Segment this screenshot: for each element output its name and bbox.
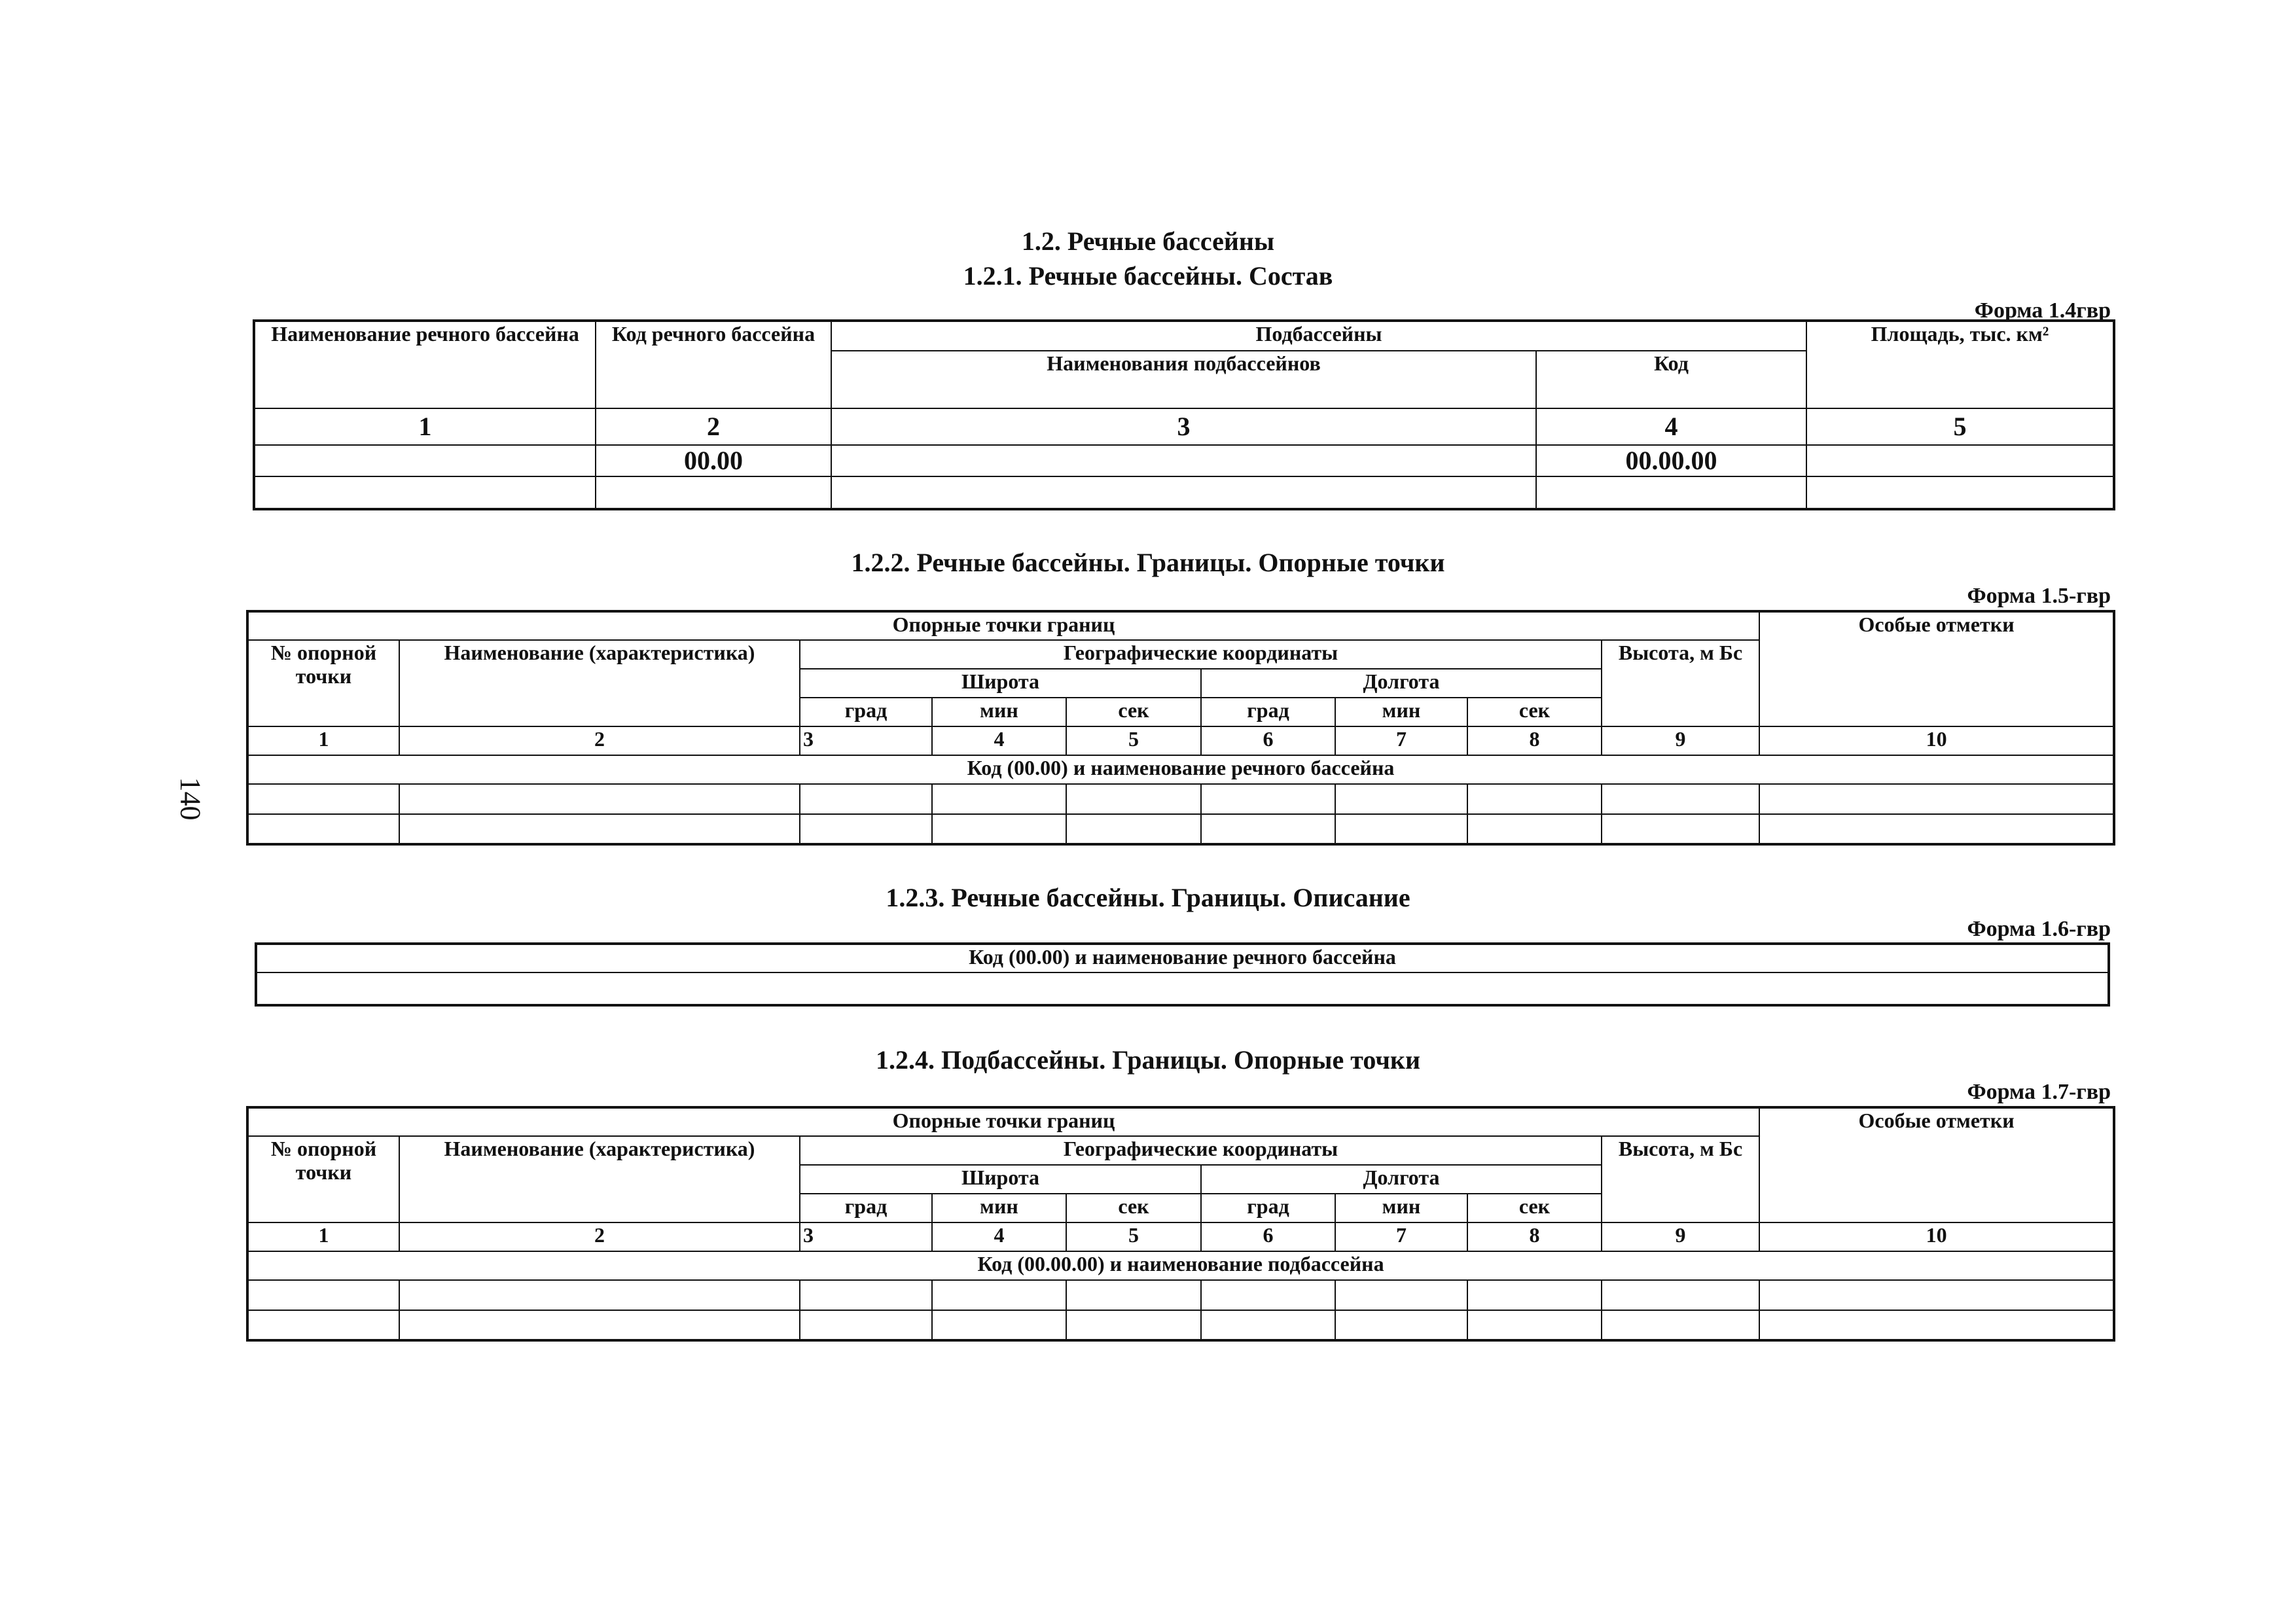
cell-empty (1335, 1280, 1467, 1310)
group-row-basin: Код (00.00) и наименование речного бассейна (247, 755, 2114, 784)
col-num: 1 (247, 726, 399, 755)
section-heading-124: 1.2.4. Подбассейны. Границы. Опорные точки (876, 1045, 1420, 1075)
cell-empty (247, 1310, 399, 1340)
col-num: 4 (932, 726, 1066, 755)
cell-empty (1536, 476, 1806, 509)
cell-empty (247, 784, 399, 814)
col-height: Высота, м Бс (1602, 1136, 1759, 1222)
cell-empty (1066, 784, 1201, 814)
cell-empty (399, 814, 800, 844)
col-num: 8 (1467, 726, 1602, 755)
col-num: 10 (1759, 1222, 2114, 1251)
cell-empty (1335, 814, 1467, 844)
col-lat-deg: град (800, 698, 932, 726)
col-num-1: 1 (254, 408, 596, 445)
section-heading-121: 1.2.1. Речные бассейны. Состав (963, 261, 1333, 291)
col-num-4: 4 (1536, 408, 1806, 445)
col-longitude: Долгота (1201, 1165, 1602, 1194)
col-num: 2 (399, 1222, 800, 1251)
section-heading-main: 1.2. Речные бассейны (1021, 226, 1275, 256)
col-subbasin-code: Код (1536, 351, 1806, 408)
col-latitude: Широта (800, 669, 1201, 698)
cell-empty (1066, 814, 1201, 844)
page-number: 140 (174, 777, 207, 821)
cell-empty (399, 1280, 800, 1310)
table-basin-points (246, 610, 2115, 846)
col-num: 10 (1759, 726, 2114, 755)
col-lon-deg: град (1201, 698, 1335, 726)
col-lat-sec: сек (1066, 1194, 1201, 1222)
cell-empty (399, 1310, 800, 1340)
col-num: 9 (1602, 726, 1759, 755)
section-heading-122: 1.2.2. Речные бассейны. Границы. Опорные точки (851, 548, 1445, 577)
col-num: 7 (1335, 726, 1467, 755)
col-num: 9 (1602, 1222, 1759, 1251)
group-row-subbasin: Код (00.00.00) и наименование подбассейна (247, 1251, 2114, 1280)
cell-empty (1806, 445, 2114, 476)
col-num: 6 (1201, 726, 1335, 755)
col-lat-sec: сек (1066, 698, 1201, 726)
col-lat-min: мин (932, 1194, 1066, 1222)
col-num-2: 2 (596, 408, 831, 445)
cell-empty (247, 814, 399, 844)
col-point-name: Наименование (характеристика) (399, 1136, 800, 1222)
col-num: 4 (932, 1222, 1066, 1251)
cell-empty (1602, 1310, 1759, 1340)
header-row-basin: Код (00.00) и наименование речного бассейна (256, 944, 2109, 972)
cell-empty (1467, 1280, 1602, 1310)
form-label-1-5: Форма 1.5-гвр (1967, 584, 2111, 608)
col-point-name: Наименование (характеристика) (399, 640, 800, 726)
cell-empty (800, 1280, 932, 1310)
col-area: Площадь, тыс. км² (1806, 321, 2114, 408)
col-num: 2 (399, 726, 800, 755)
cell-basin-code: 00.00 (596, 445, 831, 476)
col-num: 6 (1201, 1222, 1335, 1251)
form-label-1-7: Форма 1.7-гвр (1967, 1080, 2111, 1104)
form-label-1-6: Форма 1.6-гвр (1967, 917, 2111, 941)
cell-empty (1759, 1280, 2114, 1310)
col-lon-sec: сек (1467, 1194, 1602, 1222)
col-num: 3 (800, 726, 932, 755)
col-geo-coords: Географические координаты (800, 640, 1602, 669)
col-longitude: Долгота (1201, 669, 1602, 698)
cell-empty (932, 784, 1066, 814)
cell-empty (800, 784, 932, 814)
col-num-3: 3 (831, 408, 1536, 445)
cell-empty (247, 1280, 399, 1310)
col-subbasins: Подбассейны (831, 321, 1806, 351)
cell-subbasin-code: 00.00.00 (1536, 445, 1806, 476)
col-boundary-points: Опорные точки границ (247, 611, 1759, 640)
col-lon-sec: сек (1467, 698, 1602, 726)
cell-empty (932, 1310, 1066, 1340)
cell-empty (1201, 1310, 1335, 1340)
cell-empty (800, 1310, 932, 1340)
section-heading-123: 1.2.3. Речные бассейны. Границы. Описание (886, 883, 1410, 912)
table-subbasin-points (246, 1106, 2115, 1342)
col-num: 3 (800, 1222, 932, 1251)
cell-empty (1335, 784, 1467, 814)
cell-empty (831, 445, 1536, 476)
col-num: 7 (1335, 1222, 1467, 1251)
table-basin-composition (253, 319, 2115, 510)
cell-empty (831, 476, 1536, 509)
cell-empty (1467, 1310, 1602, 1340)
col-lat-min: мин (932, 698, 1066, 726)
cell-empty (1201, 1280, 1335, 1310)
col-lon-min: мин (1335, 698, 1467, 726)
col-num-5: 5 (1806, 408, 2114, 445)
form-label-1-4: Форма 1.4гвр (1974, 298, 2111, 323)
cell-empty (1759, 1310, 2114, 1340)
col-point-no: № опорной точки (247, 1136, 399, 1222)
cell-empty (1759, 814, 2114, 844)
col-basin-name: Наименование речного бассейна (254, 321, 596, 408)
cell-empty (800, 814, 932, 844)
cell-empty (399, 784, 800, 814)
col-boundary-points: Опорные точки границ (247, 1107, 1759, 1136)
col-lon-deg: град (1201, 1194, 1335, 1222)
col-num: 8 (1467, 1222, 1602, 1251)
col-height: Высота, м Бс (1602, 640, 1759, 726)
col-lat-deg: град (800, 1194, 932, 1222)
cell-empty (1759, 784, 2114, 814)
cell-empty (1467, 784, 1602, 814)
cell-empty (1467, 814, 1602, 844)
col-num: 5 (1066, 726, 1201, 755)
cell-empty (1201, 814, 1335, 844)
cell-empty (1066, 1280, 1201, 1310)
cell-empty (1335, 1310, 1467, 1340)
cell-empty (1602, 1280, 1759, 1310)
col-special-notes: Особые отметки (1759, 1107, 2114, 1222)
cell-empty (932, 814, 1066, 844)
col-geo-coords: Географические координаты (800, 1136, 1602, 1165)
cell-empty (1066, 1310, 1201, 1340)
col-num: 1 (247, 1222, 399, 1251)
col-point-no: № опорной точки (247, 640, 399, 726)
col-special-notes: Особые отметки (1759, 611, 2114, 726)
cell-empty (1602, 784, 1759, 814)
col-latitude: Широта (800, 1165, 1201, 1194)
cell-empty (1201, 784, 1335, 814)
col-num: 5 (1066, 1222, 1201, 1251)
col-basin-code: Код речного бассейна (596, 321, 831, 408)
cell-empty (1806, 476, 2114, 509)
cell-empty (932, 1280, 1066, 1310)
col-lon-min: мин (1335, 1194, 1467, 1222)
cell-empty (1602, 814, 1759, 844)
cell-empty (254, 476, 596, 509)
col-subbasin-names: Наименования подбассейнов (831, 351, 1536, 408)
table-basin-description (255, 942, 2110, 1007)
cell-empty (254, 445, 596, 476)
cell-empty (256, 972, 2109, 1005)
cell-empty (596, 476, 831, 509)
